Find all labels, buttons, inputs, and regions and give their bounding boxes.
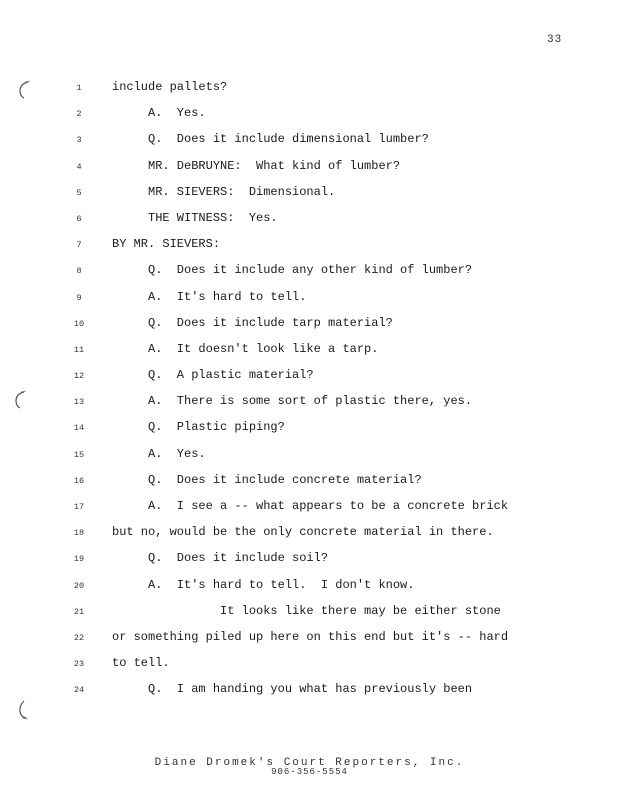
line-number: 8 xyxy=(76,266,82,277)
line-number: 24 xyxy=(73,685,85,696)
transcript-line xyxy=(0,629,619,655)
line-number: 22 xyxy=(73,632,85,643)
transcript-line xyxy=(0,184,619,210)
transcript-line xyxy=(0,341,619,367)
line-text: Q. I am handing you what has previously been xyxy=(112,682,473,697)
line-text: BY MR. SIEVERS: xyxy=(112,237,221,252)
transcript-body xyxy=(0,79,619,708)
line-text: A. I see a -- what appears to be a concrete brick xyxy=(112,499,509,513)
page-number: 33 xyxy=(547,34,563,46)
transcript-line xyxy=(0,289,619,315)
line-text: A. There is some sort of plastic there, yes. xyxy=(112,394,473,409)
line-number: 13 xyxy=(73,397,85,408)
line-number: 20 xyxy=(73,580,85,591)
transcript-line xyxy=(0,262,619,288)
transcript-line xyxy=(0,393,619,419)
transcript-line xyxy=(0,472,619,498)
transcript-line xyxy=(0,446,619,472)
transcript-line xyxy=(0,236,619,262)
transcript-line xyxy=(0,655,619,681)
line-number: 2 xyxy=(76,109,82,120)
line-text: or something piled up here on this end but it's -- hard xyxy=(112,629,509,644)
line-number: 21 xyxy=(73,606,85,617)
line-number: 1 xyxy=(76,83,82,93)
transcript-line xyxy=(0,550,619,576)
line-text: to tell. xyxy=(112,656,170,671)
line-text: A. It doesn't look like a tarp. xyxy=(112,341,379,356)
line-number: 19 xyxy=(73,554,85,565)
line-number: 17 xyxy=(73,502,85,512)
line-text: Q. A plastic material? xyxy=(112,368,314,383)
transcript-line xyxy=(0,524,619,550)
line-text: Q. Does it include tarp material? xyxy=(112,315,393,330)
line-text: A. Yes. xyxy=(112,446,206,461)
line-number: 9 xyxy=(76,292,82,303)
line-text: Q. Does it include any other kind of lumber? xyxy=(112,263,473,278)
line-number: 16 xyxy=(73,475,85,486)
line-text: Q. Does it include concrete material? xyxy=(112,472,422,487)
line-text: Q. Does it include soil? xyxy=(112,551,329,566)
transcript-line xyxy=(0,577,619,603)
line-text: A. Yes. xyxy=(112,106,206,121)
line-text: but no, would be the only concrete material in there. xyxy=(112,525,494,540)
reporter-company: Diane Dromek's Court Reporters, Inc. xyxy=(154,757,465,769)
line-number: 10 xyxy=(73,318,85,329)
line-number: 14 xyxy=(73,423,85,434)
line-text: include pallets? xyxy=(112,80,228,94)
line-text: A. It's hard to tell. I don't know. xyxy=(112,577,415,592)
transcript-line xyxy=(0,681,619,707)
line-text: Q. Plastic piping? xyxy=(112,420,285,435)
transcript-line xyxy=(0,210,619,236)
transcript-line xyxy=(0,419,619,445)
transcript-line xyxy=(0,603,619,629)
transcript-line xyxy=(0,105,619,131)
transcript-line xyxy=(0,79,619,105)
line-text: Q. Does it include dimensional lumber? xyxy=(112,132,429,147)
line-number: 6 xyxy=(76,213,82,224)
transcript-line xyxy=(0,315,619,341)
transcript-line xyxy=(0,367,619,393)
line-number: 4 xyxy=(76,161,82,172)
line-text: MR. SIEVERS: Dimensional. xyxy=(112,184,336,199)
line-number: 18 xyxy=(73,528,85,539)
line-text: THE WITNESS: Yes. xyxy=(112,210,278,225)
line-number: 12 xyxy=(73,371,85,382)
transcript-line xyxy=(0,158,619,184)
line-number: 5 xyxy=(76,187,82,198)
line-number: 7 xyxy=(76,240,82,251)
reporter-phone: 906-356-5554 xyxy=(271,767,348,777)
reporter-footer xyxy=(0,757,619,777)
line-number: 15 xyxy=(73,449,85,460)
transcript-line xyxy=(0,131,619,157)
line-text: MR. DeBRUYNE: What kind of lumber? xyxy=(112,158,401,173)
transcript-line xyxy=(0,498,619,524)
line-text: It looks like there may be either stone xyxy=(112,603,501,618)
line-text: A. It's hard to tell. xyxy=(112,289,307,304)
line-number: 3 xyxy=(76,135,82,146)
line-number: 23 xyxy=(73,659,85,670)
line-number: 11 xyxy=(73,344,85,355)
